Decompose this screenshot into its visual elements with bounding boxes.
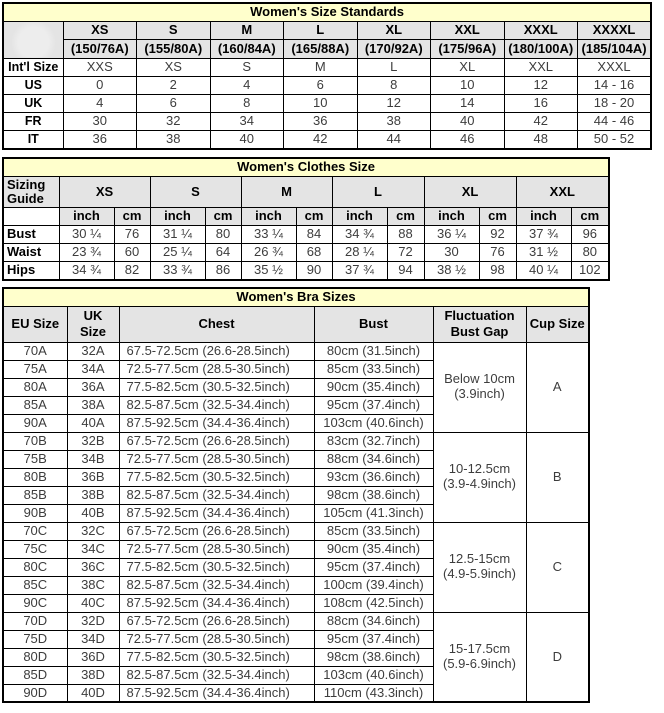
eu-size-cell: 90A (3, 414, 67, 432)
eu-size-cell: 90D (3, 684, 67, 702)
measure-value-cell: 30 (424, 244, 479, 262)
chest-range-cell: 82.5-87.5cm (32.5-34.4inch) (119, 576, 314, 594)
measure-value-cell: 31 ¼ (150, 226, 205, 244)
bust-cell: 98cm (38.6inch) (314, 648, 433, 666)
bust-cell: 88cm (34.6inch) (314, 450, 433, 468)
uk-size-cell: 32B (67, 432, 119, 450)
table-row (3, 130, 651, 148)
table-row (3, 158, 609, 176)
bust-cell: 93cm (36.6inch) (314, 468, 433, 486)
size-header: M (210, 21, 284, 39)
inch-unit-header: inch (59, 208, 114, 226)
eu-size-cell: 80C (3, 558, 67, 576)
standard-value-cell: 8 (210, 95, 284, 113)
bust-cell: 90cm (35.4inch) (314, 378, 433, 396)
measure-value-cell: 38 ½ (424, 262, 479, 280)
eu-size-cell: 70D (3, 612, 67, 630)
uk-size-cell: 38C (67, 576, 119, 594)
measure-value-cell: 34 ¾ (332, 226, 387, 244)
standard-value-cell: 44 - 46 (578, 112, 652, 130)
standard-value-cell: 6 (137, 95, 211, 113)
bust-cell: 85cm (33.5inch) (314, 522, 433, 540)
standard-value-cell: XXXL (578, 59, 652, 77)
bra-column-header: Cup Size (526, 307, 589, 343)
measure-row-label: Bust (3, 226, 59, 244)
table-row (3, 262, 609, 280)
inch-unit-header: inch (516, 208, 571, 226)
size-code-header: (165/88A) (284, 39, 358, 58)
eu-size-cell: 85B (3, 486, 67, 504)
measure-value-cell: 35 ½ (241, 262, 296, 280)
clothes-size-body (3, 158, 609, 280)
chest-range-cell: 77.5-82.5cm (30.5-32.5inch) (119, 378, 314, 396)
fluctuation-gap-cell: 15-17.5cm (5.9-6.9inch) (433, 612, 526, 702)
chest-range-cell: 87.5-92.5cm (34.4-36.4inch) (119, 594, 314, 612)
standard-value-cell: 36 (284, 112, 358, 130)
measure-value-cell: 36 ¼ (424, 226, 479, 244)
table-row (3, 342, 589, 360)
standard-value-cell: 38 (137, 130, 211, 148)
standard-value-cell: 38 (357, 112, 431, 130)
size-code-header: (170/92A) (357, 39, 431, 58)
standard-value-cell: 2 (137, 77, 211, 95)
uk-size-cell: 40A (67, 414, 119, 432)
inch-unit-header: inch (241, 208, 296, 226)
eu-size-cell: 85D (3, 666, 67, 684)
cup-size-cell: C (526, 522, 589, 612)
chest-range-cell: 72.5-77.5cm (28.5-30.5inch) (119, 450, 314, 468)
uk-size-cell: 40C (67, 594, 119, 612)
size-group-header: XL (424, 176, 516, 208)
eu-size-cell: 80A (3, 378, 67, 396)
chest-range-cell: 82.5-87.5cm (32.5-34.4inch) (119, 396, 314, 414)
cup-size-cell: A (526, 342, 589, 432)
measure-value-cell: 86 (205, 262, 241, 280)
cm-unit-header: cm (296, 208, 332, 226)
uk-size-cell: 38D (67, 666, 119, 684)
measure-value-cell: 80 (205, 226, 241, 244)
cm-unit-header: cm (571, 208, 609, 226)
uk-size-cell: 32A (67, 342, 119, 360)
eu-size-cell: 85C (3, 576, 67, 594)
table-row (3, 77, 651, 95)
measure-value-cell: 33 ¼ (241, 226, 296, 244)
standard-value-cell: XL (431, 59, 505, 77)
uk-size-cell: 40D (67, 684, 119, 702)
fluctuation-gap-cell: 12.5-15cm (4.9-5.9inch) (433, 522, 526, 612)
eu-size-cell: 80B (3, 468, 67, 486)
table-row (3, 39, 651, 58)
unit-row-spacer (3, 208, 59, 226)
table-row (3, 59, 651, 77)
standard-value-cell: 6 (284, 77, 358, 95)
standard-value-cell: 14 (431, 95, 505, 113)
size-code-header: (180/100A) (504, 39, 578, 58)
size-header: XL (357, 21, 431, 39)
size-code-header: (160/84A) (210, 39, 284, 58)
measure-row-label: Hips (3, 262, 59, 280)
cm-unit-header: cm (387, 208, 424, 226)
standard-value-cell: 4 (210, 77, 284, 95)
chest-range-cell: 77.5-82.5cm (30.5-32.5inch) (119, 558, 314, 576)
inch-unit-header: inch (424, 208, 479, 226)
standard-value-cell: 18 - 20 (578, 95, 652, 113)
size-header: XXL (431, 21, 505, 39)
fluctuation-gap-cell: 10-12.5cm (3.9-4.9inch) (433, 432, 526, 522)
measure-value-cell: 102 (571, 262, 609, 280)
standard-value-cell: 10 (284, 95, 358, 113)
size-header: XXXL (504, 21, 578, 39)
table-row (3, 522, 589, 540)
size-header: XS (63, 21, 137, 39)
standard-value-cell: 50 - 52 (578, 130, 652, 148)
size-standards-title: Women's Size Standards (3, 3, 651, 21)
eu-size-cell: 70A (3, 342, 67, 360)
table-row (3, 112, 651, 130)
measure-value-cell: 30 ¼ (59, 226, 114, 244)
cm-unit-header: cm (205, 208, 241, 226)
cm-unit-header: cm (479, 208, 516, 226)
size-header: S (137, 21, 211, 39)
uk-size-cell: 34D (67, 630, 119, 648)
bust-cell: 95cm (37.4inch) (314, 630, 433, 648)
standard-value-cell: 10 (431, 77, 505, 95)
standard-value-cell: 34 (210, 112, 284, 130)
uk-size-cell: 40B (67, 504, 119, 522)
size-code-header: (175/96A) (431, 39, 505, 58)
measure-value-cell: 82 (114, 262, 150, 280)
measure-value-cell: 26 ¾ (241, 244, 296, 262)
bust-cell: 103cm (40.6inch) (314, 666, 433, 684)
measure-value-cell: 84 (296, 226, 332, 244)
bust-cell: 98cm (38.6inch) (314, 486, 433, 504)
eu-size-cell: 75A (3, 360, 67, 378)
size-group-header: L (332, 176, 424, 208)
bust-cell: 88cm (34.6inch) (314, 612, 433, 630)
fluctuation-gap-cell: Below 10cm (3.9inch) (433, 342, 526, 432)
bra-sizes-table (2, 287, 590, 703)
measure-value-cell: 37 ¾ (516, 226, 571, 244)
standard-value-cell: 30 (63, 112, 137, 130)
measure-value-cell: 92 (479, 226, 516, 244)
size-standards-table (2, 2, 652, 150)
bust-cell: 80cm (31.5inch) (314, 342, 433, 360)
standard-value-cell: M (284, 59, 358, 77)
bra-sizes-body (3, 288, 589, 702)
size-standards-body (3, 3, 651, 149)
measure-value-cell: 94 (387, 262, 424, 280)
size-group-header: S (150, 176, 241, 208)
chest-range-cell: 77.5-82.5cm (30.5-32.5inch) (119, 648, 314, 666)
measure-value-cell: 31 ½ (516, 244, 571, 262)
chest-range-cell: 72.5-77.5cm (28.5-30.5inch) (119, 630, 314, 648)
eu-size-cell: 90B (3, 504, 67, 522)
measure-value-cell: 68 (296, 244, 332, 262)
standard-row-label: UK (3, 95, 63, 113)
eu-size-cell: 70C (3, 522, 67, 540)
measure-value-cell: 72 (387, 244, 424, 262)
table-row (3, 176, 609, 208)
standard-value-cell: 40 (431, 112, 505, 130)
bra-column-header: Fluctuation Bust Gap (433, 307, 526, 343)
bust-cell: 105cm (41.3inch) (314, 504, 433, 522)
eu-size-cell: 70B (3, 432, 67, 450)
bra-column-header: EU Size (3, 307, 67, 343)
table-row (3, 3, 651, 21)
standard-value-cell: 32 (137, 112, 211, 130)
measure-value-cell: 40 ¼ (516, 262, 571, 280)
measure-value-cell: 88 (387, 226, 424, 244)
uk-size-cell: 36C (67, 558, 119, 576)
measure-value-cell: 60 (114, 244, 150, 262)
standard-value-cell: 40 (210, 130, 284, 148)
table-row (3, 226, 609, 244)
eu-size-cell: 75D (3, 630, 67, 648)
measure-value-cell: 28 ¼ (332, 244, 387, 262)
bra-column-header: UK Size (67, 307, 119, 343)
clothes-size-title: Women's Clothes Size (3, 158, 609, 176)
bra-column-header: Bust (314, 307, 433, 343)
table-row (3, 244, 609, 262)
chest-range-cell: 67.5-72.5cm (26.6-28.5inch) (119, 432, 314, 450)
measure-value-cell: 64 (205, 244, 241, 262)
measure-value-cell: 98 (479, 262, 516, 280)
size-header: L (284, 21, 358, 39)
uk-size-cell: 32D (67, 612, 119, 630)
table-row (3, 21, 651, 39)
table-row (3, 307, 589, 343)
standard-row-label: FR (3, 112, 63, 130)
size-code-header: (150/76A) (63, 39, 137, 58)
standard-value-cell: S (210, 59, 284, 77)
measure-value-cell: 76 (479, 244, 516, 262)
bust-cell: 110cm (43.3inch) (314, 684, 433, 702)
standard-row-label: IT (3, 130, 63, 148)
uk-size-cell: 36D (67, 648, 119, 666)
measure-value-cell: 76 (114, 226, 150, 244)
bust-cell: 108cm (42.5inch) (314, 594, 433, 612)
chest-range-cell: 72.5-77.5cm (28.5-30.5inch) (119, 540, 314, 558)
standard-value-cell: 42 (504, 112, 578, 130)
cup-size-cell: B (526, 432, 589, 522)
standard-value-cell: 0 (63, 77, 137, 95)
size-group-header: XXL (516, 176, 609, 208)
standard-value-cell: 14 - 16 (578, 77, 652, 95)
uk-size-cell: 32C (67, 522, 119, 540)
standard-row-label: US (3, 77, 63, 95)
measure-value-cell: 96 (571, 226, 609, 244)
bust-cell: 85cm (33.5inch) (314, 360, 433, 378)
measure-value-cell: 25 ¼ (150, 244, 205, 262)
measure-value-cell: 80 (571, 244, 609, 262)
cup-size-cell: D (526, 612, 589, 702)
standard-value-cell: L (357, 59, 431, 77)
chest-range-cell: 72.5-77.5cm (28.5-30.5inch) (119, 360, 314, 378)
size-code-header: (155/80A) (137, 39, 211, 58)
standard-value-cell: 42 (284, 130, 358, 148)
uk-size-cell: 38A (67, 396, 119, 414)
chest-range-cell: 77.5-82.5cm (30.5-32.5inch) (119, 468, 314, 486)
standard-value-cell: XXL (504, 59, 578, 77)
chest-range-cell: 82.5-87.5cm (32.5-34.4inch) (119, 486, 314, 504)
standard-value-cell: 46 (431, 130, 505, 148)
size-code-header: (185/104A) (578, 39, 652, 58)
uk-size-cell: 34B (67, 450, 119, 468)
watermark-cell (3, 21, 63, 58)
measure-value-cell: 33 ¾ (150, 262, 205, 280)
table-row (3, 612, 589, 630)
measure-value-cell: 23 ¾ (59, 244, 114, 262)
standard-value-cell: 44 (357, 130, 431, 148)
standard-value-cell: 36 (63, 130, 137, 148)
size-header: XXXXL (578, 21, 652, 39)
chest-range-cell: 87.5-92.5cm (34.4-36.4inch) (119, 684, 314, 702)
chest-range-cell: 87.5-92.5cm (34.4-36.4inch) (119, 504, 314, 522)
bust-cell: 90cm (35.4inch) (314, 540, 433, 558)
standard-value-cell: 12 (357, 95, 431, 113)
standard-value-cell: 16 (504, 95, 578, 113)
inch-unit-header: inch (150, 208, 205, 226)
size-group-header: XS (59, 176, 150, 208)
sizing-guide-label: Sizing Guide (3, 176, 59, 208)
cm-unit-header: cm (114, 208, 150, 226)
standard-row-label: Int'l Size (3, 59, 63, 77)
chest-range-cell: 67.5-72.5cm (26.6-28.5inch) (119, 522, 314, 540)
measure-row-label: Waist (3, 244, 59, 262)
bust-cell: 83cm (32.7inch) (314, 432, 433, 450)
chest-range-cell: 67.5-72.5cm (26.6-28.5inch) (119, 342, 314, 360)
size-group-header: M (241, 176, 332, 208)
measure-value-cell: 37 ¾ (332, 262, 387, 280)
chest-range-cell: 82.5-87.5cm (32.5-34.4inch) (119, 666, 314, 684)
uk-size-cell: 38B (67, 486, 119, 504)
table-row (3, 208, 609, 226)
uk-size-cell: 34C (67, 540, 119, 558)
standard-value-cell: 48 (504, 130, 578, 148)
inch-unit-header: inch (332, 208, 387, 226)
standard-value-cell: 8 (357, 77, 431, 95)
eu-size-cell: 75B (3, 450, 67, 468)
clothes-size-table (2, 157, 610, 281)
chest-range-cell: 87.5-92.5cm (34.4-36.4inch) (119, 414, 314, 432)
bust-cell: 95cm (37.4inch) (314, 396, 433, 414)
standard-value-cell: 4 (63, 95, 137, 113)
bra-column-header: Chest (119, 307, 314, 343)
bust-cell: 95cm (37.4inch) (314, 558, 433, 576)
standard-value-cell: XXS (63, 59, 137, 77)
uk-size-cell: 34A (67, 360, 119, 378)
table-row (3, 288, 589, 306)
bust-cell: 103cm (40.6inch) (314, 414, 433, 432)
bust-cell: 100cm (39.4inch) (314, 576, 433, 594)
chest-range-cell: 67.5-72.5cm (26.6-28.5inch) (119, 612, 314, 630)
eu-size-cell: 90C (3, 594, 67, 612)
table-row (3, 95, 651, 113)
uk-size-cell: 36B (67, 468, 119, 486)
standard-value-cell: XS (137, 59, 211, 77)
eu-size-cell: 80D (3, 648, 67, 666)
measure-value-cell: 34 ¾ (59, 262, 114, 280)
eu-size-cell: 85A (3, 396, 67, 414)
eu-size-cell: 75C (3, 540, 67, 558)
bra-sizes-title: Women's Bra Sizes (3, 288, 589, 306)
measure-value-cell: 90 (296, 262, 332, 280)
uk-size-cell: 36A (67, 378, 119, 396)
table-row (3, 432, 589, 450)
standard-value-cell: 12 (504, 77, 578, 95)
